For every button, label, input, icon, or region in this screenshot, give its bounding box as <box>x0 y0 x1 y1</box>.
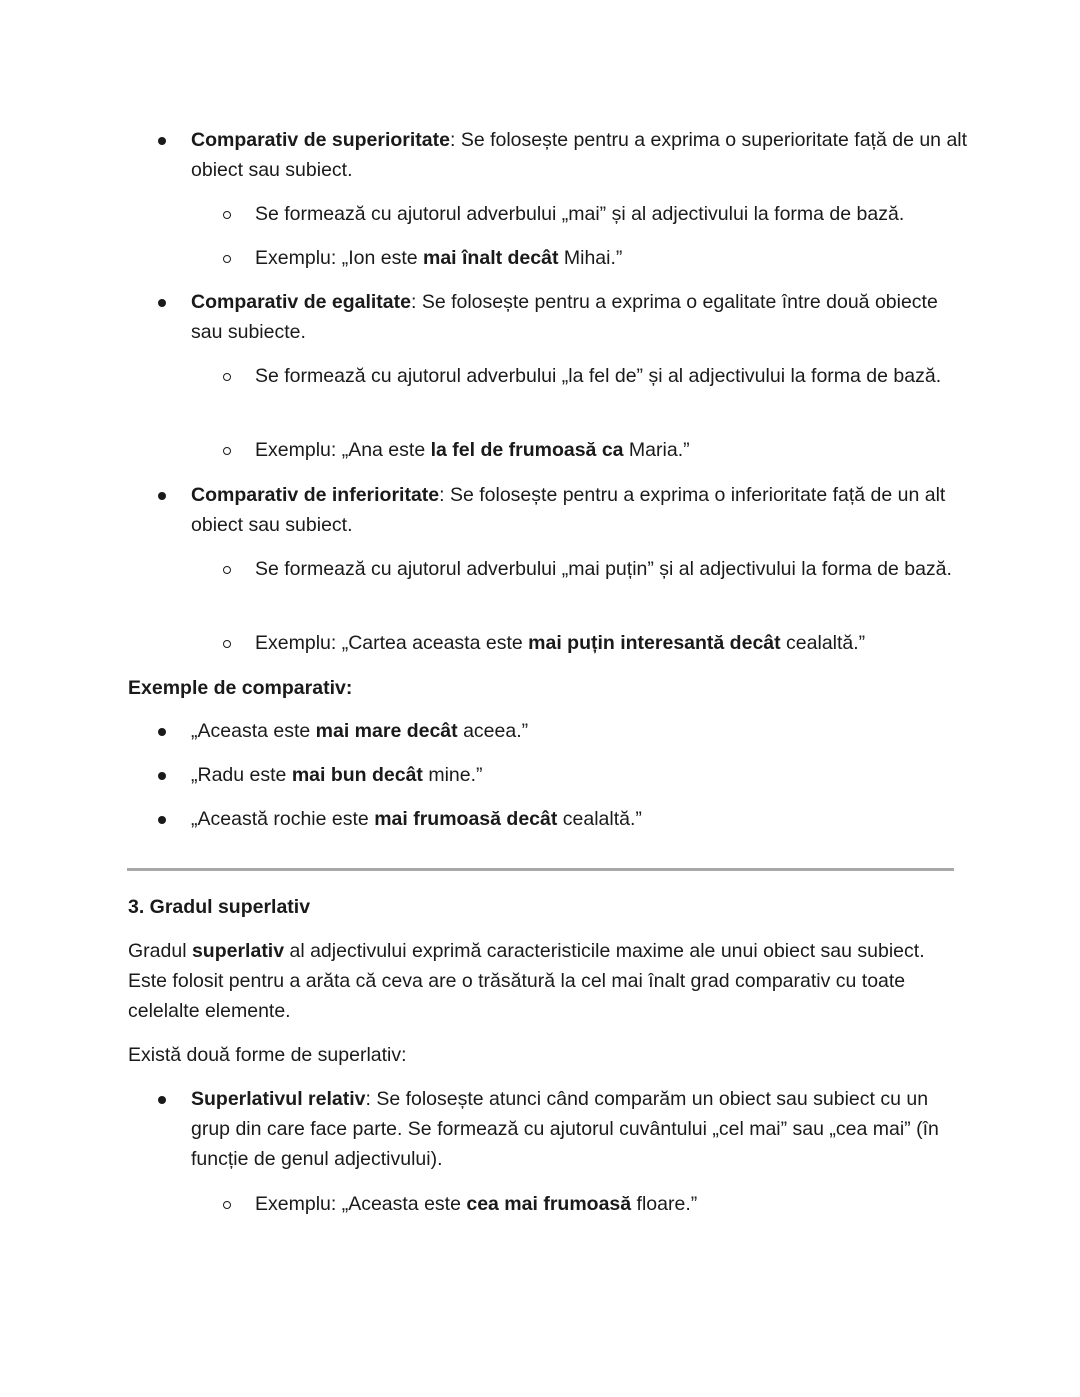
sub-bullet-icon <box>223 447 231 455</box>
sub-bullet-icon <box>223 211 231 219</box>
formation-text: Se formează cu ajutorul adverbului „mai” și al adjectivului la forma de bază. <box>255 203 905 225</box>
term: Comparativ de inferioritate <box>191 484 440 506</box>
bullet-icon <box>158 728 166 736</box>
example-text: Exemplu: „Aceasta este cea mai frumoasă floare.” <box>255 1193 698 1215</box>
superlative-intro: Gradul superlativ al adjectivului exprimă caracteristicile maxime ale unui obiect sau subiect. Este folosit pentru a arăta că ceva are o trăsătură la cel mai înalt grad comparativ cu toate celelalte elemente. <box>128 940 925 1022</box>
comparative-superiority-item: Comparativ de superioritate: Se folosește pentru a exprima o superioritate față de un alt obiect sau subiect. <box>191 129 968 181</box>
term: Comparativ de egalitate <box>191 291 411 313</box>
example-text: Exemplu: „Ana este la fel de frumoasă ca Maria.” <box>255 439 690 461</box>
formation-text: Se formează cu ajutorul adverbului „la fel de” și al adjectivului la forma de bază. <box>255 365 942 387</box>
horizontal-divider <box>127 868 954 871</box>
sub-bullet-icon <box>223 640 231 648</box>
section-heading: 3. Gradul superlativ <box>128 896 311 918</box>
bullet-icon <box>158 816 166 824</box>
bullet-icon <box>158 299 166 307</box>
example-text: Exemplu: „Ion este mai înalt decât Mihai.” <box>255 247 623 269</box>
example-item: „Radu este mai bun decât mine.” <box>191 764 483 786</box>
forms-line: Există două forme de superlativ: <box>128 1044 407 1066</box>
examples-heading: Exemple de comparativ: <box>128 677 353 699</box>
bullet-icon <box>158 137 166 145</box>
sub-bullet-icon <box>223 1201 231 1209</box>
example-text: Exemplu: „Cartea aceasta este mai puțin interesantă decât cealaltă.” <box>255 632 866 654</box>
bullet-icon <box>158 1096 166 1104</box>
sub-bullet-icon <box>223 255 231 263</box>
comparative-equality-item: Comparativ de egalitate: Se folosește pentru a exprima o egalitate între două obiecte sau subiecte. <box>191 291 938 343</box>
bullet-icon <box>158 772 166 780</box>
term: Comparativ de superioritate <box>191 129 450 151</box>
formation-text: Se formează cu ajutorul adverbului „mai puțin” și al adjectivului la forma de bază. <box>255 558 952 580</box>
example-item: „Aceasta este mai mare decât aceea.” <box>191 720 529 742</box>
example-item: „Această rochie este mai frumoasă decât cealaltă.” <box>191 808 642 830</box>
comparative-inferiority-item: Comparativ de inferioritate: Se folosește pentru a exprima o inferioritate față de un alt obiect sau subiect. <box>191 484 946 536</box>
superlative-relative-item: Superlativul relativ: Se folosește atunci când comparăm un obiect sau subiect cu un grup din care face parte. Se formează cu ajutorul cuvântului „cel mai” sau „cea mai” (în funcție de genul adjectivului). <box>191 1088 939 1170</box>
sub-bullet-icon <box>223 566 231 574</box>
sub-bullet-icon <box>223 373 231 381</box>
bullet-icon <box>158 492 166 500</box>
